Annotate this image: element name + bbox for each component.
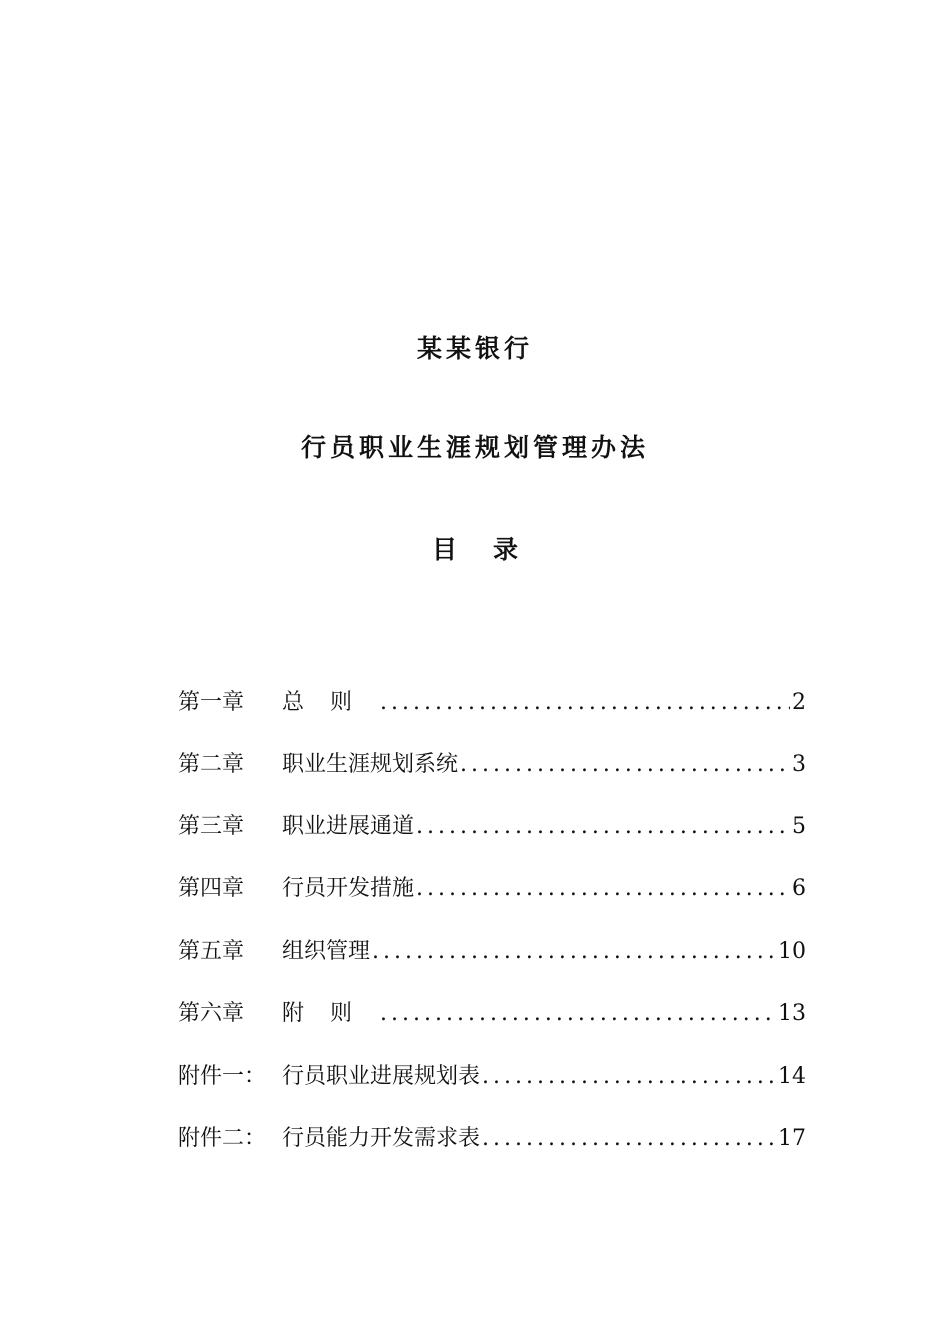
toc-leader	[460, 748, 790, 782]
toc-title: 行员开发措施	[282, 876, 415, 901]
toc-entry-3[interactable]	[178, 810, 806, 844]
toc-entry-7[interactable]	[178, 1060, 806, 1094]
toc-leader	[416, 810, 790, 844]
toc-entry-2[interactable]	[178, 748, 806, 782]
toc-heading	[0, 537, 950, 562]
toc-title: 行员职业进展规划表	[282, 1064, 481, 1089]
toc-title: 职业生涯规划系统	[282, 752, 459, 777]
toc-entry-8[interactable]	[178, 1122, 806, 1156]
toc-chapter: 第二章	[178, 752, 245, 777]
document-title: 行员职业生涯规划管理办法	[300, 433, 649, 462]
toc-leader	[482, 1122, 776, 1156]
toc-title: 组织管理	[282, 939, 371, 964]
toc-leader	[372, 935, 776, 969]
toc-chapter: 附件二：	[178, 1126, 267, 1151]
toc-title: 职业进展通道	[282, 814, 415, 839]
toc-title: 总则	[282, 690, 379, 715]
toc-heading-part2: 录	[493, 535, 519, 564]
toc-chapter: 附件一：	[178, 1064, 267, 1089]
toc-leader	[416, 872, 790, 906]
toc-chapter: 第三章	[178, 814, 245, 839]
toc-chapter: 第四章	[178, 876, 245, 901]
toc-page-number: 14	[778, 1064, 806, 1089]
toc-page-number: 17	[778, 1126, 806, 1151]
toc-entry-6[interactable]	[178, 997, 806, 1031]
toc-chapter: 第六章	[178, 1001, 245, 1026]
toc-page-number: 6	[792, 876, 806, 901]
toc-heading-part1: 目	[431, 535, 457, 564]
toc-title: 行员能力开发需求表	[282, 1126, 481, 1151]
toc-entry-4[interactable]	[178, 872, 806, 906]
toc-page-number: 3	[792, 752, 806, 777]
toc-page-number: 5	[792, 814, 806, 839]
toc-entry-5[interactable]	[178, 935, 806, 969]
toc-title: 附则	[282, 1001, 379, 1026]
toc-leader	[380, 997, 776, 1031]
toc-page-number: 2	[792, 690, 806, 715]
organization-title: 某某银行	[416, 334, 533, 363]
toc-page-number: 13	[778, 1001, 806, 1026]
toc-chapter: 第五章	[178, 939, 245, 964]
toc-entry-1[interactable]	[178, 686, 806, 720]
toc-leader	[380, 686, 790, 720]
toc-page-number: 10	[778, 939, 806, 964]
toc-chapter: 第一章	[178, 690, 245, 715]
toc-leader	[482, 1060, 776, 1094]
